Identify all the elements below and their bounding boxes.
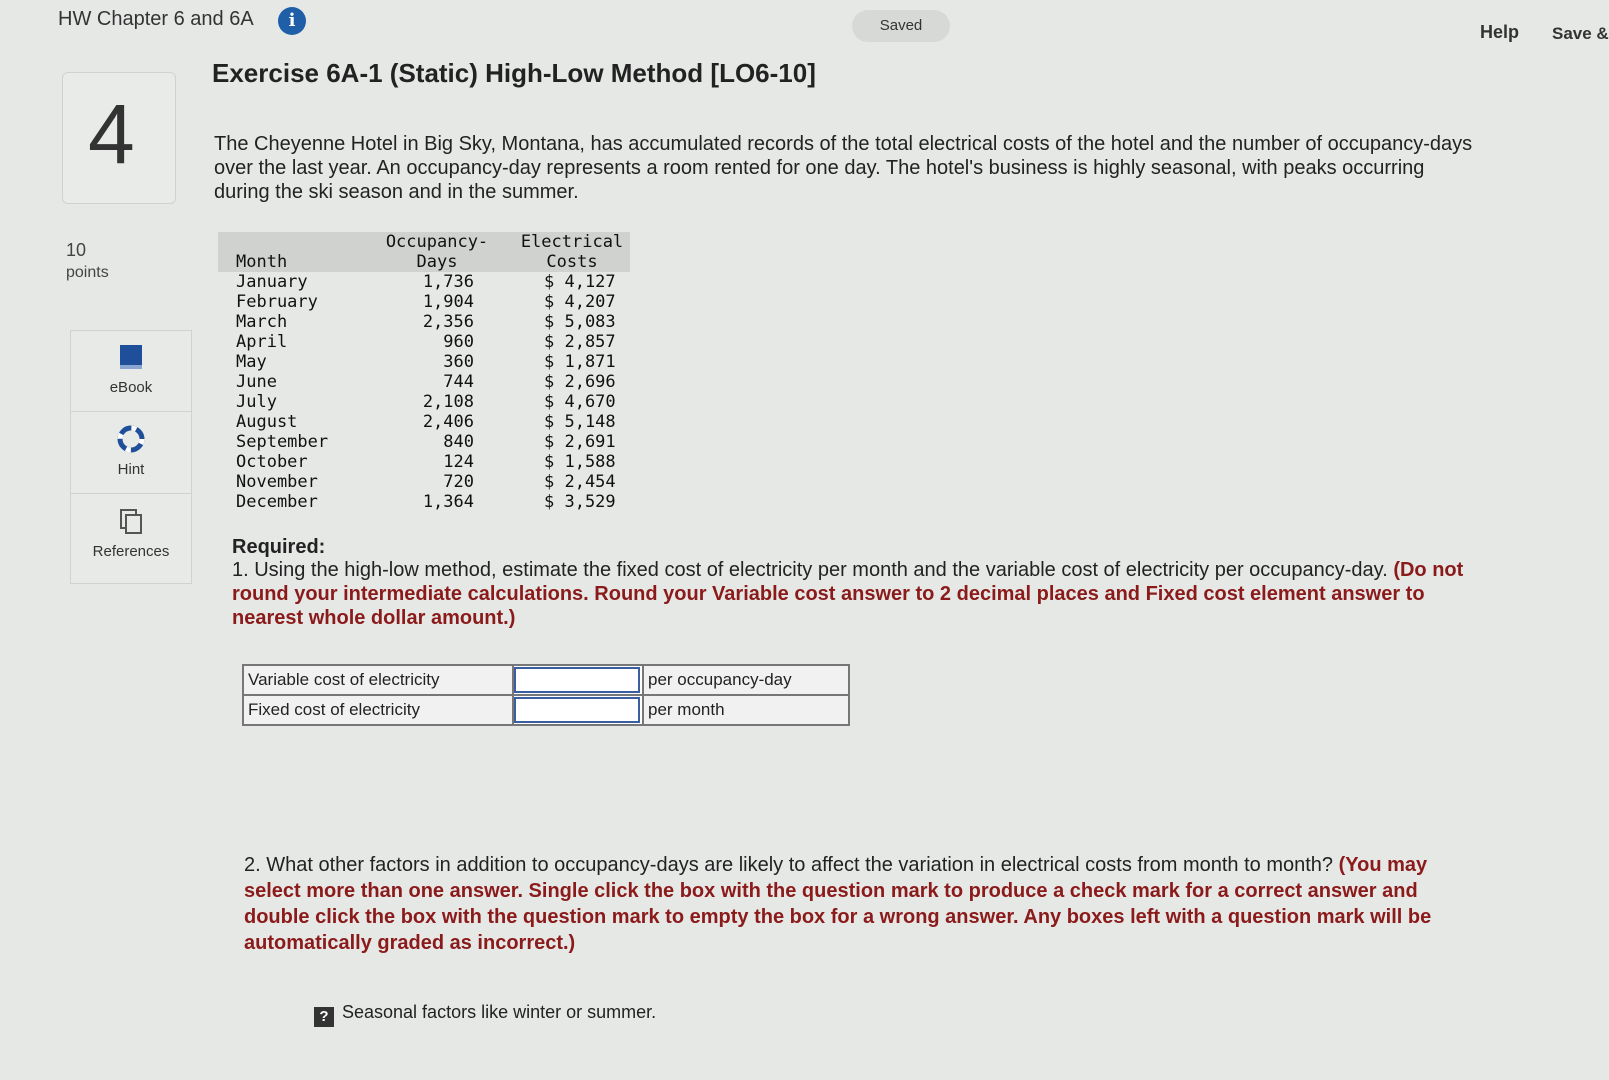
days-cell: 720 [443,472,474,492]
fixed-cost-unit: per month [643,695,849,725]
ebook-label: eBook [109,379,153,396]
days-cell: 1,904 [422,292,474,312]
header-cost: Electrical Costs [520,232,624,272]
days-cell: 360 [443,352,474,372]
days-cell: 1,736 [422,272,474,292]
month-cell: July [236,392,277,412]
cost-cell: $ 5,083 [544,312,616,332]
month-cell: May [236,352,267,372]
month-cell: October [236,452,308,472]
cost-cell: $ 4,127 [544,272,616,292]
part2-text: 2. What other factors in addition to occupancy-days are likely to affect the variation in electrical costs from month to month? [244,854,1334,876]
table-row [218,412,630,432]
option-item [314,1002,656,1027]
cost-cell: $ 2,696 [544,372,616,392]
fixed-cost-cell [513,695,643,725]
ebook-button[interactable] [71,343,191,396]
month-cell: June [236,372,277,392]
side-tools-panel [70,330,192,584]
table-row [218,312,630,332]
days-cell: 124 [443,452,474,472]
table-row [218,492,630,512]
month-cell: April [236,332,288,352]
cost-cell: $ 1,588 [544,452,616,472]
option-label: Seasonal factors like winter or summer. [342,1002,657,1022]
month-cell: March [236,312,288,332]
copy-pages-icon [71,507,191,539]
month-cell: December [236,492,318,512]
question-mark-checkbox[interactable]: ? [314,1007,334,1027]
days-cell: 840 [443,432,474,452]
cost-cell: $ 2,857 [544,332,616,352]
help-link[interactable]: Help [1480,22,1520,42]
variable-cost-cell [513,665,643,695]
hint-label: Hint [117,461,145,478]
table-row [218,272,630,292]
days-cell: 2,356 [422,312,474,332]
cost-cell: $ 4,670 [544,392,616,412]
days-cell: 2,108 [422,392,474,412]
exercise-intro: The Cheyenne Hotel in Big Sky, Montana, has accumulated records of the total electrical costs of the hotel and the number of occupancy-days over the last year. An occupancy-day represents a room rented for one day. The hotel's business is highly seasonal, with peaks occurring during the ski season and in the summer. [214,133,1473,203]
hint-button[interactable] [71,425,191,478]
table-row [218,352,630,372]
saved-status-badge: Saved [852,10,950,42]
table-row [218,392,630,412]
cost-cell: $ 2,691 [544,432,616,452]
variable-cost-input[interactable] [514,667,640,693]
variable-cost-label: Variable cost of electricity [243,665,513,695]
lifebuoy-icon [71,425,191,457]
month-cell: February [236,292,318,312]
table-row [218,452,630,472]
month-cell: September [236,432,329,452]
cost-cell: $ 1,871 [544,352,616,372]
cost-cell: $ 4,207 [544,292,616,312]
data-table [218,232,630,512]
part1-text: 1. Using the high-low method, estimate the fixed cost of electricity per month and the variable cost of electricity per occupancy-day. [232,559,1388,581]
table-row [218,332,630,352]
part2-note: (You may select more than one answer. Single click the box with the question mark to produce a check mark for a correct answer and double click the box with the question mark to empty the box for a wrong answer. Any boxes left with a question mark will be automatically graded as incorrect.) [244,854,1432,954]
cost-cell: $ 5,148 [544,412,616,432]
required-part2 [244,852,1484,956]
cost-cell: $ 2,454 [544,472,616,492]
days-cell: 2,406 [422,412,474,432]
header-days: Occupancy- Days [385,232,489,272]
table-row [218,472,630,492]
assignment-title: HW Chapter 6 and 6A [58,8,254,30]
references-label: References [92,543,170,560]
required-part1 [232,558,1472,630]
exercise-title: Exercise 6A-1 (Static) High-Low Method [LO6-10] [212,58,816,88]
fixed-cost-label: Fixed cost of electricity [243,695,513,725]
days-cell: 744 [443,372,474,392]
question-number: 4 [88,87,135,181]
references-button[interactable] [71,507,191,560]
header-month: Month [236,252,288,272]
required-heading: Required: [232,536,326,558]
answer-table [242,664,850,726]
points-label: points [66,264,109,281]
table-row [218,372,630,392]
cost-cell: $ 3,529 [544,492,616,512]
days-cell: 1,364 [422,492,474,512]
variable-cost-unit: per occupancy-day [643,665,849,695]
answer-row [243,695,849,725]
month-cell: August [236,412,298,432]
fixed-cost-input[interactable] [514,697,640,723]
save-exit-link[interactable]: Save & [1552,24,1609,43]
table-row [218,432,630,452]
points-value: 10 [66,240,87,260]
info-icon[interactable]: i [278,7,306,35]
month-cell: January [236,272,308,292]
days-cell: 960 [443,332,474,352]
table-row [218,292,630,312]
part1-note: (Do not round your intermediate calculations. Round your Variable cost answer to 2 decimal places and Fixed cost element answer to nearest whole dollar amount.) [232,559,1464,629]
book-icon [71,343,191,375]
month-cell: November [236,472,318,492]
answer-row [243,665,849,695]
